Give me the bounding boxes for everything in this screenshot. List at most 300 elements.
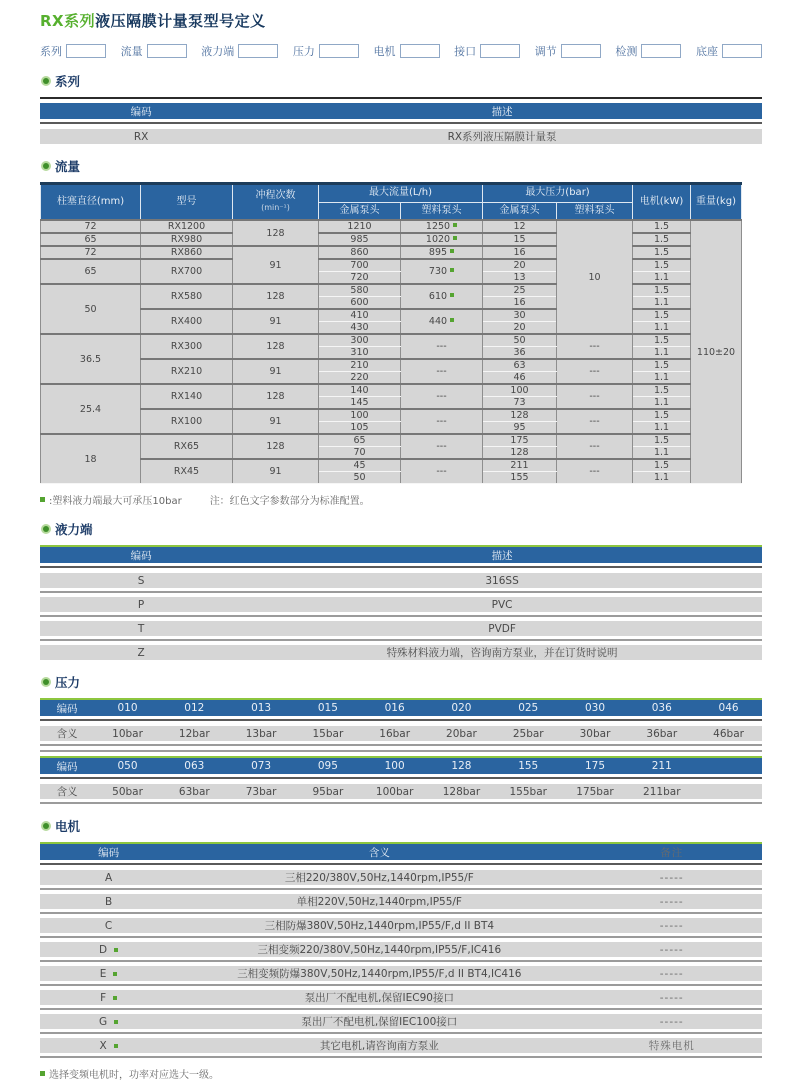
pressure-code: 015 [317, 702, 338, 714]
pressure-meaning: 13bar [245, 727, 277, 740]
pressure-meaning: 155bar [509, 785, 547, 798]
title-rest: 液压隔膜计量泵型号定义 [95, 12, 266, 30]
divider [40, 1008, 762, 1010]
pressure-code: 155 [518, 760, 539, 772]
section-header-flow [40, 157, 762, 175]
flow-cell: 1.1 [633, 372, 691, 385]
column-header-code: 编码 [98, 846, 120, 859]
divider [40, 639, 762, 641]
pressure-meaning: 63bar [178, 785, 210, 798]
col-header-model: 型号 [141, 184, 233, 221]
pressure-header-row [40, 698, 762, 716]
model-field-label: 调节 [534, 45, 557, 58]
motor-meaning-cell: 三相变频防爆380V,50Hz,1440rpm,IP55/F,d II BT4,IC416 [237, 968, 522, 980]
flow-cell: 300 [319, 334, 401, 347]
divider [40, 122, 762, 124]
column-header-description: 描述 [491, 105, 513, 118]
divider [40, 719, 762, 721]
motor-code: X [99, 1039, 107, 1052]
model-field [293, 43, 359, 59]
pressure-code: 175 [584, 760, 606, 772]
flow-cell: 1210 [319, 220, 401, 233]
marker-square-icon [40, 1071, 45, 1076]
flow-cell: 65 [41, 259, 141, 284]
flow-cell: 1.5 [633, 359, 691, 372]
plastic-head-note-marker-icon [453, 236, 457, 240]
flow-cell: 36.5 [41, 334, 141, 384]
section-title: 电机 [55, 819, 81, 834]
pressure-meaning: 95bar [312, 785, 344, 798]
liquid-end-table [40, 545, 762, 660]
pressure-meaning: 50bar [112, 785, 143, 798]
table-header [40, 103, 762, 119]
flow-cell: 16 [483, 246, 557, 259]
model-field-label: 液力端 [201, 45, 235, 58]
divider [40, 912, 762, 914]
code-cell: RX [133, 130, 149, 143]
footnote-note-text: 选择变频电机时，功率对应选大一级。 [49, 1070, 219, 1081]
table-row [40, 129, 762, 144]
motor-code: G [99, 1015, 108, 1028]
motor-code: B [104, 895, 113, 908]
flow-cell: 1.5 [633, 334, 691, 347]
flow-cell: 65 [319, 434, 401, 447]
flow-cell: 105 [319, 422, 401, 435]
motor-code-cell [40, 920, 177, 932]
motor-remark-cell: ----- [659, 967, 684, 980]
pressure-meaning: 128bar [442, 785, 481, 798]
pressure-meaning: 73bar [245, 785, 277, 798]
flow-cell: 700 [319, 259, 401, 272]
flow-cell: 580 [319, 284, 401, 297]
motor-remark-cell: ----- [659, 895, 684, 908]
divider [40, 888, 762, 890]
pressure-meaning: 30bar [579, 727, 611, 740]
model-field [40, 43, 106, 59]
flow-cell: 16 [483, 297, 557, 310]
motor-code: E [99, 967, 107, 980]
motor-code: C [104, 919, 113, 932]
motor-remark-cell: ----- [659, 871, 684, 884]
section-title: 压力 [55, 675, 81, 690]
row-label-meaning: 含义 [56, 728, 78, 740]
flow-cell: 128 [233, 384, 319, 409]
bullet-icon [43, 679, 49, 685]
flow-cell: 1.1 [633, 422, 691, 435]
flow-cell: 1.1 [633, 272, 691, 285]
flow-cell: RX1200 [141, 220, 233, 233]
divider [40, 863, 762, 865]
document-page [40, 0, 762, 1081]
divider [40, 802, 762, 804]
flow-cell: 440 [401, 309, 483, 334]
model-code-box [480, 44, 520, 58]
divider [40, 566, 762, 568]
pressure-value-row [40, 784, 762, 799]
flow-cell: --- [557, 434, 633, 459]
flow-cell: 50 [319, 472, 401, 484]
col-header-pressure-plastic-head: 塑料泵头 [557, 202, 633, 220]
divider [40, 984, 762, 986]
flow-cell: --- [401, 434, 483, 459]
motor-footnote [40, 1066, 762, 1081]
col-header-motor: 电机(kW) [633, 184, 691, 221]
flow-cell: 720 [319, 272, 401, 285]
flow-cell: 310 [319, 347, 401, 360]
flow-cell: 36 [483, 347, 557, 360]
model-code-box [722, 44, 762, 58]
motor-remark-cell: 特殊电机 [648, 1040, 695, 1052]
section-header-liquid-end [40, 520, 762, 538]
motor-remark-cell: ----- [659, 1015, 684, 1028]
table-row [40, 573, 762, 588]
vfd-note-marker-icon [114, 1020, 118, 1024]
plastic-head-note-marker-icon [450, 268, 454, 272]
code-cell: Z [137, 646, 145, 659]
section-title: 流量 [55, 159, 81, 174]
model-code-box [561, 44, 601, 58]
bullet-icon [43, 163, 49, 169]
flow-cell: 72 [41, 246, 141, 259]
col-header-weight: 重量(kg) [691, 184, 742, 221]
pressure-code: 046 [718, 702, 739, 714]
table-top-border [40, 97, 762, 99]
flow-cell: 128 [483, 409, 557, 422]
flow-cell: 50 [41, 284, 141, 334]
motor-code-cell [40, 872, 177, 884]
pressure-code: 013 [251, 702, 272, 714]
table-row [40, 621, 762, 636]
bullet-icon [43, 78, 49, 84]
flow-cell: RX45 [141, 459, 233, 484]
motor-code: F [100, 991, 107, 1004]
flow-cell: 12 [483, 220, 557, 233]
flow-cell: 211 [483, 459, 557, 472]
flow-cell: --- [401, 359, 483, 384]
table-row [40, 1038, 762, 1053]
footnote-note-text: 注：红色文字参数部分为标准配置。 [209, 496, 370, 507]
model-field [374, 43, 440, 59]
description-cell: PVC [491, 598, 513, 611]
flow-cell: --- [557, 459, 633, 484]
col-header-max-flow: 最大流量(L/h) [319, 184, 483, 203]
column-header-meaning: 含义 [368, 846, 390, 859]
flow-cell: 13 [483, 272, 557, 285]
pressure-meaning: 175bar [576, 785, 614, 798]
pressure-meaning: 20bar [446, 727, 477, 740]
model-code-box [66, 44, 106, 58]
pressure-code: 211 [651, 760, 672, 772]
pressure-tables [40, 698, 762, 804]
flow-cell: 210 [319, 359, 401, 372]
motor-meaning-cell: 三相220/380V,50Hz,1440rpm,IP55/F [284, 872, 474, 884]
flow-cell: 1.5 [633, 384, 691, 397]
marker-square-icon [40, 497, 45, 502]
flow-cell: RX580 [141, 284, 233, 309]
pressure-meaning: 211bar [643, 785, 681, 798]
description-cell: 特殊材料液力端，咨询南方泵业，并在订货时说明 [386, 647, 618, 659]
pressure-code: 016 [384, 702, 405, 714]
pressure-code: 020 [451, 702, 472, 714]
divider [40, 1056, 762, 1058]
model-code-box [238, 44, 278, 58]
pressure-meaning: 10bar [112, 727, 143, 740]
flow-cell: 95 [483, 422, 557, 435]
model-code-box [641, 44, 681, 58]
divider [40, 777, 762, 779]
flow-cell: 730 [401, 259, 483, 284]
motor-table [40, 842, 762, 1058]
flow-cell: 175 [483, 434, 557, 447]
flow-cell: 600 [319, 297, 401, 310]
section-header-motor [40, 817, 762, 835]
flow-cell: --- [557, 359, 633, 384]
flow-cell: --- [557, 334, 633, 359]
motor-remark-cell: ----- [659, 943, 684, 956]
motor-code-cell [40, 896, 177, 908]
pressure-code: 128 [451, 760, 472, 772]
column-header-description: 描述 [491, 549, 513, 562]
model-field-label: 接口 [454, 45, 477, 58]
model-field [696, 43, 762, 59]
flow-cell: 15 [483, 233, 557, 246]
model-code-box [319, 44, 359, 58]
table-row [40, 990, 762, 1005]
motor-code: A [104, 871, 113, 884]
flow-cell: --- [401, 409, 483, 434]
motor-code-cell [40, 1016, 177, 1028]
flow-cell: 1020 [401, 233, 483, 246]
flow-cell: RX210 [141, 359, 233, 384]
flow-cell: 430 [319, 322, 401, 335]
plastic-head-note-marker-icon [453, 223, 457, 227]
description-cell: PVDF [488, 622, 516, 635]
table-row [40, 645, 762, 660]
divider [40, 750, 762, 752]
flow-cell: 65 [41, 233, 141, 246]
col-header-diameter: 柱塞直径(mm) [41, 184, 141, 221]
pressure-code: 030 [584, 702, 606, 714]
row-label-code: 编码 [56, 702, 78, 715]
flow-cell: 73 [483, 397, 557, 410]
pressure-code: 073 [251, 760, 272, 772]
flow-cell: 1.5 [633, 309, 691, 322]
motor-meaning-cell: 三相防爆380V,50Hz,1440rpm,IP55/F,d II BT4 [264, 920, 495, 932]
row-label-meaning: 含义 [56, 786, 78, 798]
flow-table-wrap [40, 182, 762, 484]
divider [40, 936, 762, 938]
pressure-code: 095 [317, 760, 338, 772]
section-title: 系列 [55, 74, 81, 89]
code-cell: P [137, 598, 145, 611]
flow-cell: 50 [483, 334, 557, 347]
flow-cell: 1.5 [633, 220, 691, 233]
col-header-pressure-metal-head: 金属泵头 [483, 202, 557, 220]
vfd-note-marker-icon [113, 972, 117, 976]
flow-cell: 1.5 [633, 259, 691, 272]
flow-cell: 140 [319, 384, 401, 397]
col-header-stroke: 冲程次数 (min⁻¹) [233, 184, 319, 221]
flow-cell: RX400 [141, 309, 233, 334]
vfd-note-marker-icon [114, 1044, 118, 1048]
pressure-meaning: 46bar [713, 727, 744, 740]
divider [40, 1032, 762, 1034]
pressure-code: 050 [117, 760, 138, 772]
flow-cell: 145 [319, 397, 401, 410]
motor-meaning-cell: 泵出厂不配电机,保留IEC90接口 [304, 992, 454, 1004]
flow-cell: 1.5 [633, 459, 691, 472]
flow-cell: --- [401, 459, 483, 484]
section-title: 液力端 [55, 522, 93, 537]
plastic-head-note-marker-icon [450, 249, 454, 253]
model-field [454, 43, 520, 59]
flow-cell: --- [401, 384, 483, 409]
flow-cell: 895 [401, 246, 483, 259]
table-row [40, 966, 762, 981]
flow-cell: RX100 [141, 409, 233, 434]
pressure-code: 025 [518, 702, 539, 714]
model-code-row [40, 43, 762, 59]
flow-cell: 985 [319, 233, 401, 246]
column-header-remark: 备注 [660, 846, 684, 859]
model-code-box [400, 44, 440, 58]
pressure-code: 010 [117, 702, 138, 714]
flow-cell: 155 [483, 472, 557, 484]
model-field-label: 流量 [120, 45, 143, 58]
flow-cell: 1.5 [633, 434, 691, 447]
stroke-unit: (min⁻¹) [261, 203, 290, 212]
motor-meaning-cell: 泵出厂不配电机,保留IEC100接口 [301, 1016, 458, 1028]
bullet-icon [43, 823, 49, 829]
divider [40, 591, 762, 593]
model-field [121, 43, 187, 59]
flow-cell: 91 [233, 309, 319, 334]
flow-cell: 1.1 [633, 397, 691, 410]
pressure-code: 100 [384, 760, 405, 772]
flow-cell: 1250 [401, 220, 483, 233]
section-header-pressure [40, 673, 762, 691]
pressure-code: 036 [651, 702, 672, 714]
description-cell: 316SS [485, 574, 519, 587]
motor-code-cell [40, 944, 177, 956]
flow-cell: 46 [483, 372, 557, 385]
pressure-header-row [40, 756, 762, 774]
column-header-code: 编码 [130, 549, 152, 562]
pressure-meaning: 25bar [512, 727, 544, 740]
pressure-code: 063 [184, 760, 205, 772]
model-field-label: 系列 [40, 45, 62, 58]
model-field [615, 43, 681, 59]
series-table [40, 103, 762, 144]
footnote-marker-text: :塑料液力端最大可承压10bar [49, 496, 182, 507]
motor-meaning-cell: 单相220V,50Hz,1440rpm,IP55/F [296, 896, 462, 908]
flow-cell: 91 [233, 409, 319, 434]
table-row [40, 597, 762, 612]
flow-cell: 25 [483, 284, 557, 297]
title-series-highlight: RX系列 [40, 12, 96, 30]
vfd-note-marker-icon [113, 996, 117, 1000]
flow-cell: RX860 [141, 246, 233, 259]
model-field-label: 压力 [292, 45, 315, 58]
flow-cell: --- [557, 409, 633, 434]
section-header-series [40, 72, 762, 90]
flow-cell: 1.5 [633, 284, 691, 297]
flow-cell: 20 [483, 322, 557, 335]
pressure-meaning: 12bar [178, 727, 210, 740]
flow-cell: 10 [557, 220, 633, 334]
model-field [535, 43, 601, 59]
flow-cell: 860 [319, 246, 401, 259]
model-field-label: 电机 [373, 45, 396, 58]
divider [40, 960, 762, 962]
pressure-meaning: 15bar [312, 727, 344, 740]
flow-cell: 220 [319, 372, 401, 385]
row-label-code: 编码 [56, 760, 78, 773]
flow-cell: 1.1 [633, 347, 691, 360]
flow-cell: 410 [319, 309, 401, 322]
flow-cell: RX140 [141, 384, 233, 409]
table-row [40, 870, 762, 885]
flow-cell: 100 [483, 384, 557, 397]
pressure-value-row [40, 726, 762, 741]
flow-cell: 45 [319, 459, 401, 472]
flow-cell: 1.1 [633, 447, 691, 460]
motor-meaning-cell: 三相变频220/380V,50Hz,1440rpm,IP55/F,IC416 [257, 944, 502, 956]
motor-code: D [99, 943, 108, 956]
column-header-code: 编码 [130, 105, 152, 118]
plastic-head-note-marker-icon [450, 318, 454, 322]
plastic-head-note-marker-icon [450, 293, 454, 297]
flow-cell: 63 [483, 359, 557, 372]
flow-cell: --- [401, 334, 483, 359]
flow-cell: 1.5 [633, 409, 691, 422]
motor-code-cell [40, 968, 177, 980]
motor-meaning-cell: 其它电机,请咨询南方泵业 [319, 1040, 439, 1052]
flow-cell: --- [557, 384, 633, 409]
flow-cell: RX980 [141, 233, 233, 246]
motor-remark-cell: ----- [659, 991, 684, 1004]
flow-cell: 128 [233, 334, 319, 359]
col-header-flow-metal-head: 金属泵头 [319, 202, 401, 220]
flow-cell: 91 [233, 246, 319, 284]
model-field-label: 检测 [615, 45, 638, 58]
pressure-meaning: 36bar [646, 727, 678, 740]
flow-cell: RX65 [141, 434, 233, 459]
model-field [201, 43, 278, 59]
table-row [40, 1014, 762, 1029]
table-header [40, 842, 762, 860]
motor-code-cell [40, 992, 177, 1004]
flow-cell: 128 [233, 434, 319, 459]
col-header-max-pressure: 最大压力(bar) [483, 184, 633, 203]
flow-cell: 110±20 [691, 220, 742, 484]
table-row [40, 918, 762, 933]
code-cell: T [137, 622, 145, 635]
flow-table [40, 182, 742, 484]
flow-cell: 1.1 [633, 472, 691, 484]
flow-cell: 91 [233, 359, 319, 384]
flow-cell: 70 [319, 447, 401, 460]
flow-cell: 25.4 [41, 384, 141, 434]
col-header-flow-plastic-head: 塑料泵头 [401, 202, 483, 220]
flow-cell: 1.1 [633, 297, 691, 310]
flow-cell: 91 [233, 459, 319, 484]
flow-cell: 128 [483, 447, 557, 460]
flow-cell: 20 [483, 259, 557, 272]
motor-remark-cell: ----- [659, 919, 684, 932]
model-field-label: 底座 [696, 45, 718, 58]
flow-cell: 72 [41, 220, 141, 233]
